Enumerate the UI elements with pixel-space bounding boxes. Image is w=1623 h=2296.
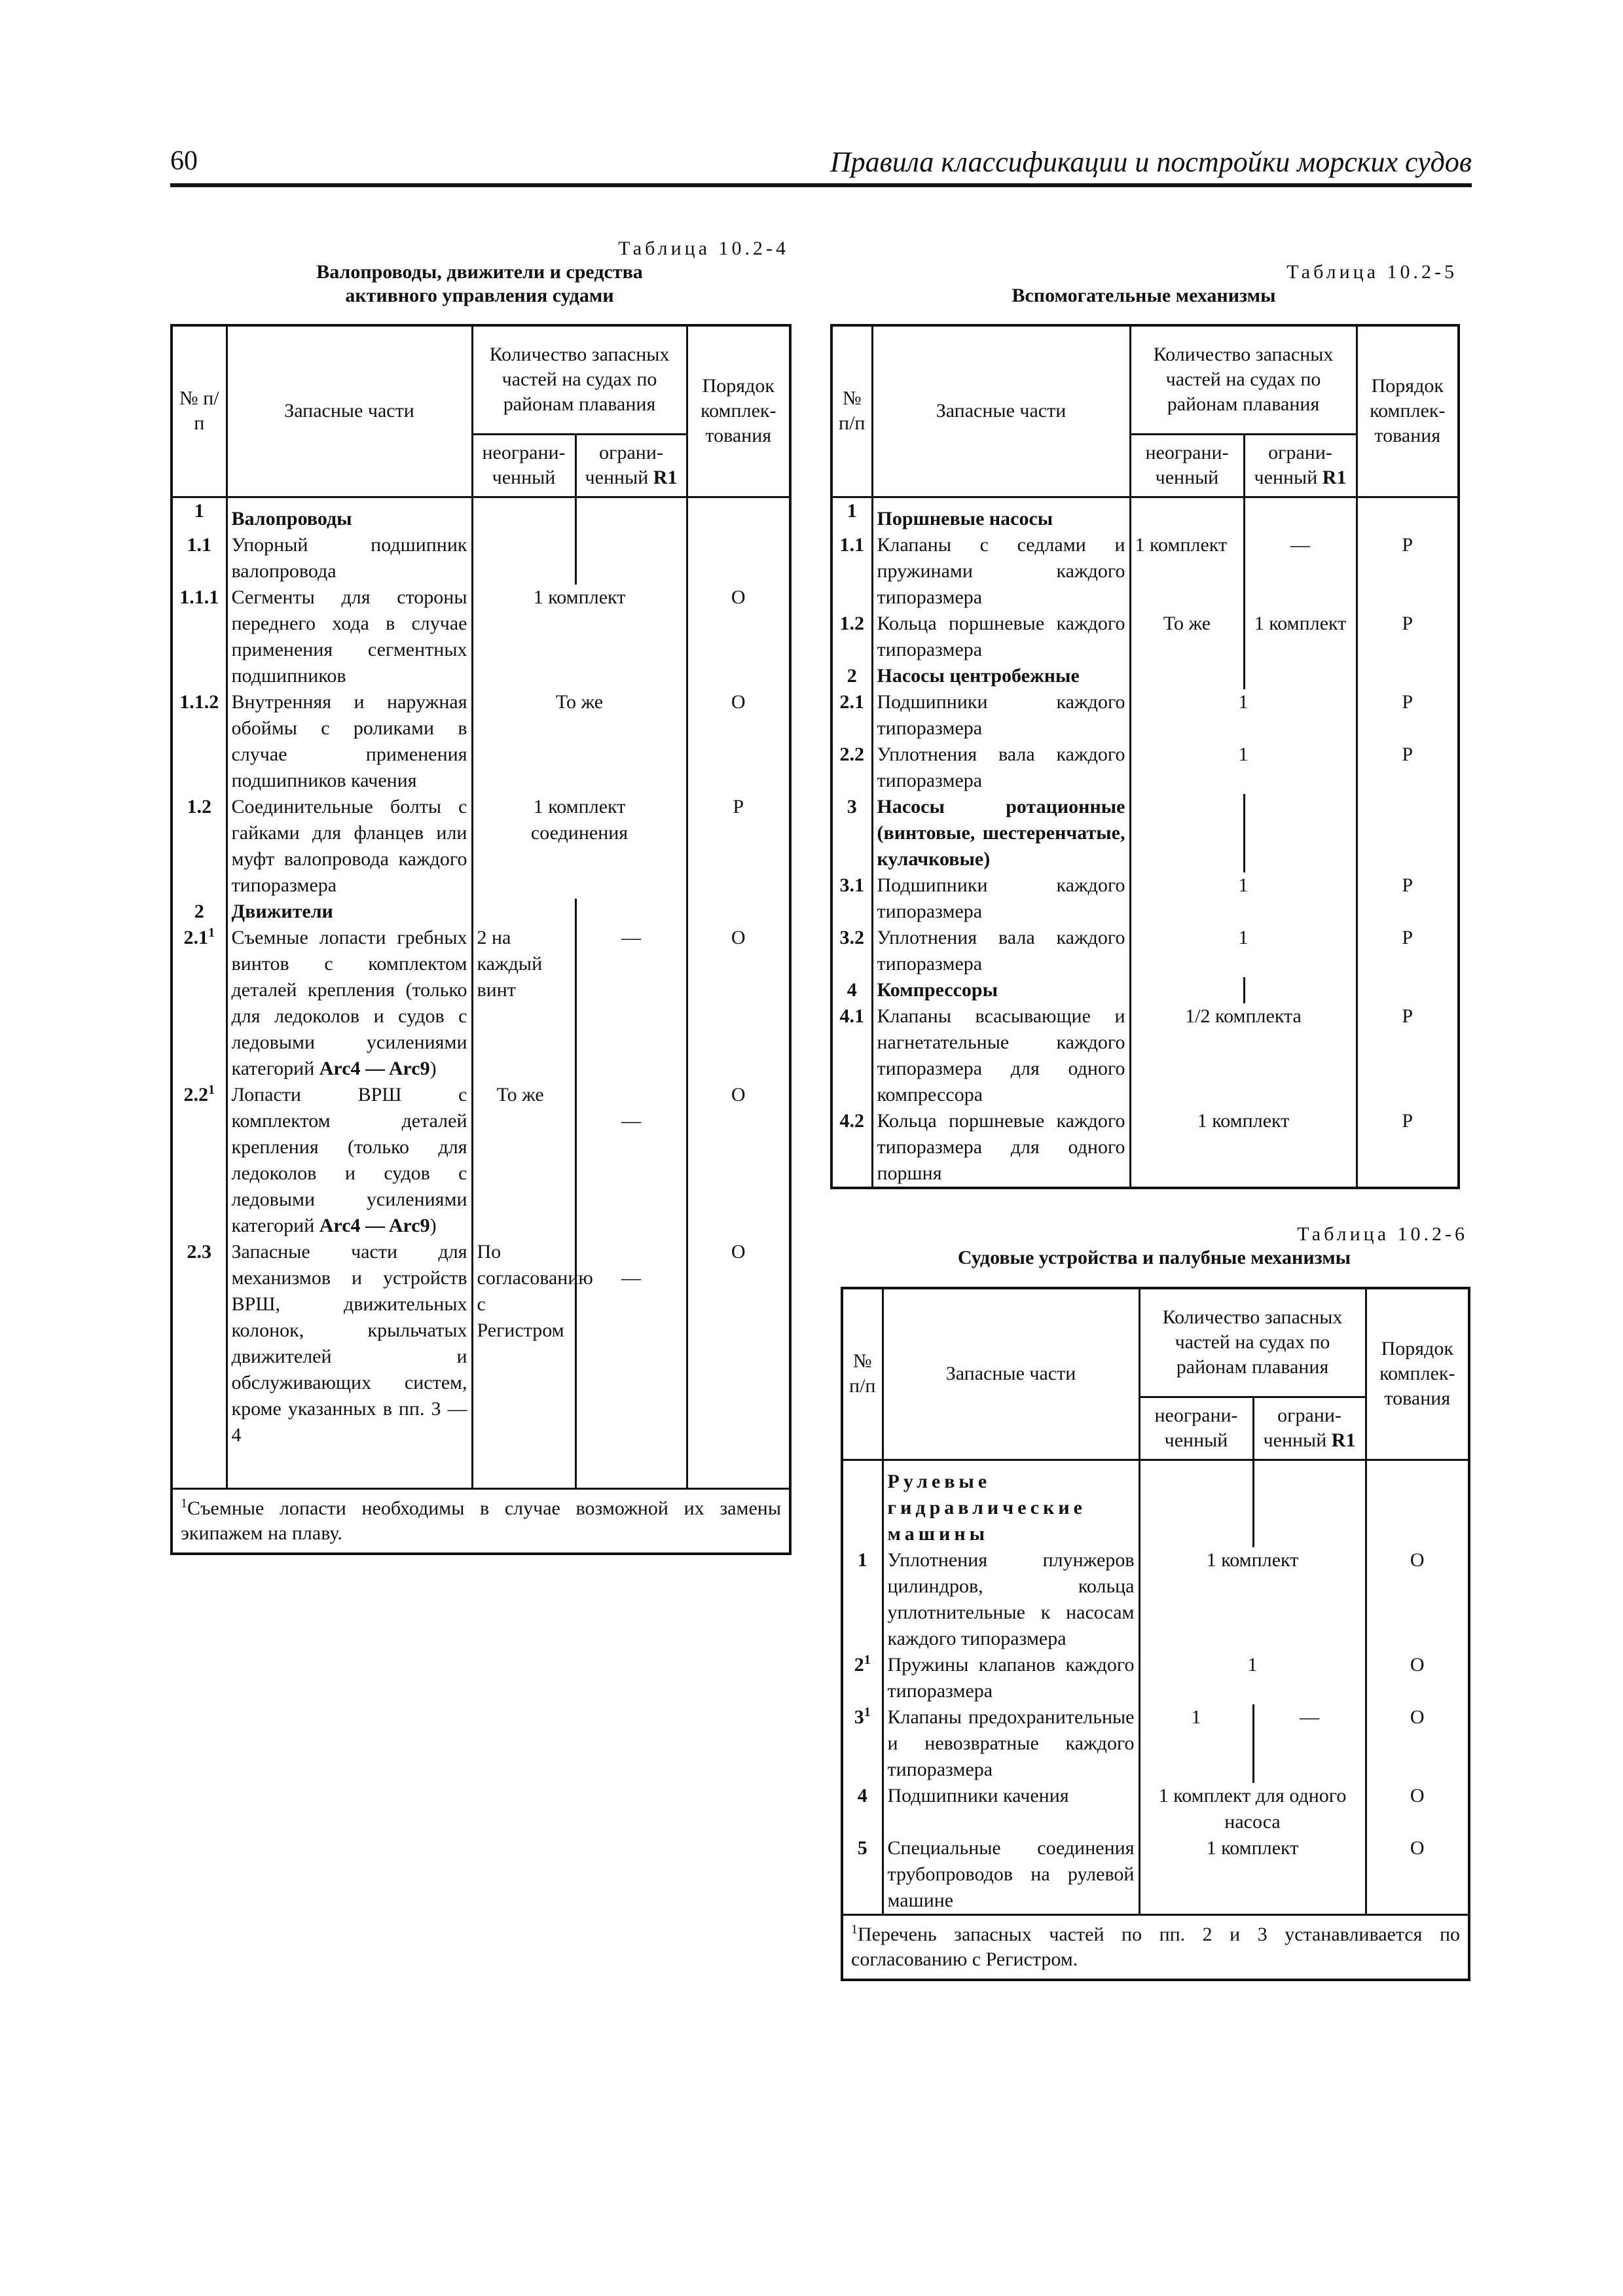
table-row: 1.1 Клапаны с седлами и пружинами каждого типоразмера 1 комплект — Р — [831, 532, 1459, 611]
header-num: № п/п — [831, 325, 872, 497]
table-label: Таблица 10.2-5 — [1286, 261, 1457, 283]
table-row: $3^1$ Клапаны предохранительные и невозвратные каждого типоразмера 1 — О — [842, 1704, 1469, 1783]
header-num: № п/п — [842, 1288, 883, 1460]
header-order: Порядок комплек-тования — [1357, 325, 1459, 497]
table-row: 1 Поршневые насосы — [831, 497, 1459, 532]
header-parts: Запасные части — [872, 325, 1130, 497]
table-row: 1 Валопроводы — [172, 497, 790, 532]
table-10-2-5 — [830, 324, 1460, 1189]
table-row: 1.2 Кольца поршневые каждого типоразмера То же 1 комплект Р — [831, 611, 1459, 663]
table-row: 3.2 Уплотнения вала каждого типоразмера 1 Р — [831, 925, 1459, 977]
table-row: 4.1 Клапаны всасывающие и нагнетательные каждого типоразмера для одного компрессора 1/2 комплекта Р — [831, 1003, 1459, 1108]
table-row: 5 Специальные соединения трубопроводов на рулевой машине 1 комплект О — [842, 1835, 1469, 1915]
table-row: Рулевые гидравлические машины — [842, 1460, 1469, 1547]
table-title: Вспомогательные механизмы — [1012, 285, 1276, 306]
table-row: 1.1.2 Внутренняя и наружная обоймы с роликами в случае применения подшипников качения То же О — [172, 689, 790, 794]
table-10-2-6 — [841, 1287, 1470, 1981]
header-order: Порядок комплек-тования — [1366, 1288, 1469, 1460]
header-limited: ограни-ченный R1 — [1253, 1397, 1366, 1460]
table-footnote: $^1$Съемные лопасти необходимы в случае возможной их замены экипажем на плаву. — [172, 1488, 790, 1554]
table-row: 1.2 Соединительные болты с гайками для фланцев или муфт валопровода каждого типоразмера 1 комплект соединения Р — [172, 794, 790, 899]
table-title: Судовые устройства и палубные механизмы — [957, 1247, 1351, 1268]
header-num: № п/п — [172, 325, 227, 497]
table-10-2-6-caption — [841, 1223, 1468, 1270]
table-row: 1 Уплотнения плунжеров цилиндров, кольца уплотнительные к насосам каждого типоразмера 1 комплект О — [842, 1547, 1469, 1652]
table-row: 4.2 Кольца поршневые каждого типоразмера для одного поршня 1 комплект Р — [831, 1108, 1459, 1188]
table-row: 1.1 Упорный подшипник валопровода — [172, 532, 790, 584]
page-number: 60 — [170, 146, 198, 176]
header-parts: Запасные части — [227, 325, 472, 497]
page-header — [170, 145, 1472, 187]
table-10-2-4 — [170, 324, 792, 1555]
header-quantity: Количество запасных частей на судах по районам плавания — [472, 325, 687, 434]
header-unlimited: неограни-ченный — [1130, 434, 1244, 497]
table-row: 2 Движители — [172, 899, 790, 925]
header-quantity: Количество запасных частей на судах по районам плавания — [1139, 1288, 1366, 1397]
table-label: Таблица 10.2-4 — [618, 238, 789, 259]
table-row: $2.2^1$ Лопасти ВРШ с комплектом деталей крепления (только для ледоколов и судов с ледовыми усилениями категорий Arc4 — Arc9) То же — О — [172, 1082, 790, 1239]
header-unlimited: неограни-ченный — [1139, 1397, 1253, 1460]
table-row: 2.3 Запасные части для механизмов и устройств ВРШ, движительных колонок, крыльчатых движителей и обслуживающих систем, кроме указанных в пп. 3 — 4 По согласованию с Регистром — О — [172, 1239, 790, 1448]
table-row: 1.1.1 Сегменты для стороны переднего хода в случае применения сегментных подшипников 1 комплект О — [172, 584, 790, 689]
table-10-2-5-caption — [830, 260, 1457, 308]
table-row: $2^1$ Пружины клапанов каждого типоразмера 1 О — [842, 1652, 1469, 1704]
header-limited: ограни-ченный R1 — [575, 434, 687, 497]
table-row: 3.1 Подшипники каждого типоразмера 1 Р — [831, 872, 1459, 925]
table-label: Таблица 10.2-6 — [1297, 1223, 1468, 1245]
table-row: $2.1^1$ Съемные лопасти гребных винтов с комплектом деталей крепления (только для ледоколов и судов с ледовыми усилениями категорий Arc4 — Arc9) 2 на каждый винт — О — [172, 925, 790, 1082]
table-title: активного управления судами — [345, 285, 614, 306]
running-title: Правила классификации и постройки морских судов — [830, 146, 1472, 178]
table-row: 4 Компрессоры — [831, 977, 1459, 1003]
table-row: 2 Насосы центробежные — [831, 663, 1459, 689]
header-unlimited: неограни-ченный — [472, 434, 575, 497]
table-row: 2.2 Уплотнения вала каждого типоразмера 1 Р — [831, 742, 1459, 794]
table-title: Валопроводы, движители и средства — [316, 261, 643, 283]
table-row: 4 Подшипники качения 1 комплект для одного насоса О — [842, 1783, 1469, 1835]
table-row: 2.1 Подшипники каждого типоразмера 1 Р — [831, 689, 1459, 742]
header-parts: Запасные части — [883, 1288, 1139, 1460]
table-footnote: $^1$Перечень запасных частей по пп. 2 и 3 устанавливается по согласованию с Регистром. — [842, 1914, 1469, 1980]
table-10-2-4-caption — [170, 237, 789, 308]
header-quantity: Количество запасных частей на судах по районам плавания — [1130, 325, 1357, 434]
header-limited: ограни-ченный R1 — [1244, 434, 1357, 497]
table-row: 3 Насосы ротационные (винтовые, шестеренчатые, кулачковые) — [831, 794, 1459, 872]
header-order: Порядок комплек-тования — [687, 325, 790, 497]
